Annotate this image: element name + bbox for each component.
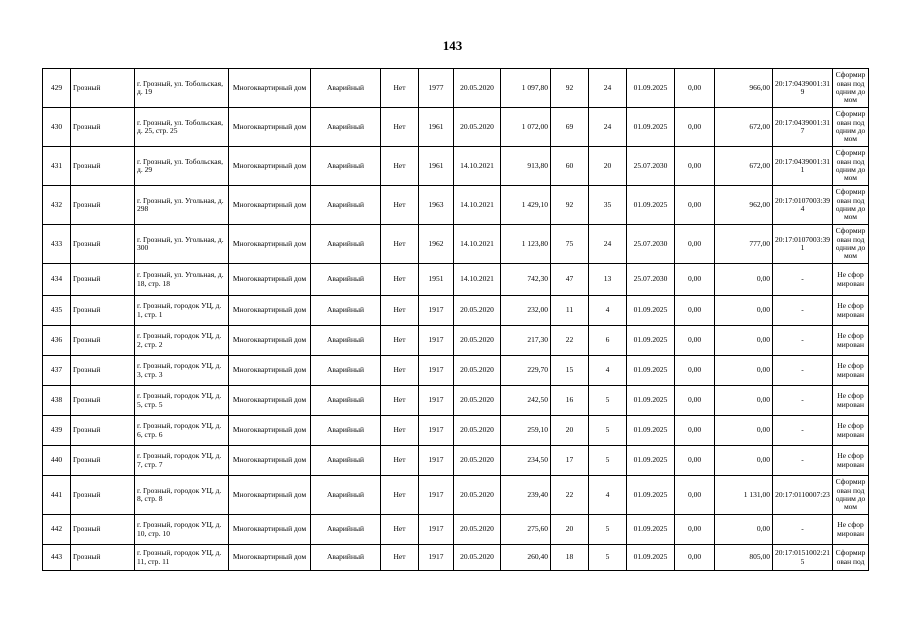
cell-area-2: 0,00 bbox=[675, 225, 715, 264]
cell-flag: Нет bbox=[381, 515, 419, 545]
cell-residents: 15 bbox=[551, 356, 589, 386]
cell-city: Грозный bbox=[71, 416, 135, 446]
cell-row-number: 441 bbox=[43, 476, 71, 515]
cell-recognition-date: 20.05.2020 bbox=[454, 108, 501, 147]
cell-total-area: 232,00 bbox=[501, 296, 551, 326]
cell-recognition-date: 20.05.2020 bbox=[454, 476, 501, 515]
cell-row-number: 440 bbox=[43, 446, 71, 476]
cell-city: Грозный bbox=[71, 186, 135, 225]
cell-building-type: Многоквартирный дом bbox=[229, 515, 311, 545]
cell-city: Грозный bbox=[71, 225, 135, 264]
cell-row-number: 432 bbox=[43, 186, 71, 225]
cell-condition-status: Аварийный bbox=[311, 264, 381, 296]
cell-building-type: Многоквартирный дом bbox=[229, 476, 311, 515]
cell-relocation-date: 01.09.2025 bbox=[627, 515, 675, 545]
cell-year-built: 1917 bbox=[419, 296, 454, 326]
cell-units: 6 bbox=[589, 326, 627, 356]
cell-condition-status: Аварийный bbox=[311, 296, 381, 326]
cell-land-status: Сформирован под bbox=[833, 545, 869, 571]
table-row bbox=[43, 108, 869, 147]
table-row bbox=[43, 386, 869, 416]
cell-address: г. Грозный, городок УЦ, д. 6, стр. 6 bbox=[135, 416, 229, 446]
cell-recognition-date: 20.05.2020 bbox=[454, 296, 501, 326]
cell-address: г. Грозный, городок УЦ, д. 8, стр. 8 bbox=[135, 476, 229, 515]
cell-address: г. Грозный, городок УЦ, д. 5, стр. 5 bbox=[135, 386, 229, 416]
table-row bbox=[43, 545, 869, 571]
cell-city: Грозный bbox=[71, 69, 135, 108]
cell-units: 5 bbox=[589, 545, 627, 571]
cell-year-built: 1917 bbox=[419, 515, 454, 545]
cell-flag: Нет bbox=[381, 147, 419, 186]
cell-land-status: Сформирован под одним домом bbox=[833, 108, 869, 147]
cell-flag: Нет bbox=[381, 446, 419, 476]
table-row bbox=[43, 515, 869, 545]
cell-year-built: 1917 bbox=[419, 356, 454, 386]
cell-condition-status: Аварийный bbox=[311, 476, 381, 515]
table-row bbox=[43, 326, 869, 356]
cell-flag: Нет bbox=[381, 356, 419, 386]
cell-units: 24 bbox=[589, 225, 627, 264]
cell-address: г. Грозный, ул. Угольная, д. 298 bbox=[135, 186, 229, 225]
cell-relocation-date: 01.09.2025 bbox=[627, 186, 675, 225]
cell-units: 4 bbox=[589, 296, 627, 326]
cell-relocation-date: 01.09.2025 bbox=[627, 108, 675, 147]
cell-land-area: 672,00 bbox=[715, 147, 773, 186]
cell-row-number: 433 bbox=[43, 225, 71, 264]
cell-condition-status: Аварийный bbox=[311, 515, 381, 545]
cell-land-status: Не сформирован bbox=[833, 446, 869, 476]
cell-flag: Нет bbox=[381, 296, 419, 326]
cell-land-area: 0,00 bbox=[715, 264, 773, 296]
cell-area-2: 0,00 bbox=[675, 108, 715, 147]
cell-flag: Нет bbox=[381, 108, 419, 147]
cell-cadastral-number: 20:17:0107003:391 bbox=[773, 225, 833, 264]
table-row bbox=[43, 446, 869, 476]
cell-condition-status: Аварийный bbox=[311, 386, 381, 416]
cell-residents: 92 bbox=[551, 69, 589, 108]
cell-address: г. Грозный, городок УЦ, д. 11, стр. 11 bbox=[135, 545, 229, 571]
cell-cadastral-number: - bbox=[773, 264, 833, 296]
cell-land-status: Не сформирован bbox=[833, 296, 869, 326]
cell-residents: 75 bbox=[551, 225, 589, 264]
page-number: 143 bbox=[442, 38, 463, 53]
cell-row-number: 431 bbox=[43, 147, 71, 186]
cell-residents: 20 bbox=[551, 515, 589, 545]
cell-condition-status: Аварийный bbox=[311, 108, 381, 147]
table-row bbox=[43, 476, 869, 515]
cell-recognition-date: 14.10.2021 bbox=[454, 264, 501, 296]
cell-building-type: Многоквартирный дом bbox=[229, 296, 311, 326]
cell-total-area: 239,40 bbox=[501, 476, 551, 515]
cell-area-2: 0,00 bbox=[675, 446, 715, 476]
cell-year-built: 1961 bbox=[419, 108, 454, 147]
cell-row-number: 436 bbox=[43, 326, 71, 356]
cell-recognition-date: 20.05.2020 bbox=[454, 326, 501, 356]
cell-cadastral-number: 20:17:0151002:215 bbox=[773, 545, 833, 571]
table-row bbox=[43, 264, 869, 296]
cell-year-built: 1961 bbox=[419, 147, 454, 186]
table-row bbox=[43, 147, 869, 186]
cell-address: г. Грозный, городок УЦ, д. 10, стр. 10 bbox=[135, 515, 229, 545]
cell-land-area: 962,00 bbox=[715, 186, 773, 225]
cell-year-built: 1917 bbox=[419, 545, 454, 571]
cell-flag: Нет bbox=[381, 416, 419, 446]
cell-relocation-date: 01.09.2025 bbox=[627, 386, 675, 416]
cell-address: г. Грозный, ул. Угольная, д. 18, стр. 18 bbox=[135, 264, 229, 296]
cell-city: Грозный bbox=[71, 446, 135, 476]
cell-condition-status: Аварийный bbox=[311, 545, 381, 571]
cell-row-number: 430 bbox=[43, 108, 71, 147]
cell-land-area: 0,00 bbox=[715, 356, 773, 386]
cell-cadastral-number: 20:17:0110007:23 bbox=[773, 476, 833, 515]
cell-land-status: Сформирован под одним домом bbox=[833, 69, 869, 108]
cell-row-number: 439 bbox=[43, 416, 71, 446]
cell-land-area: 0,00 bbox=[715, 515, 773, 545]
cell-building-type: Многоквартирный дом bbox=[229, 326, 311, 356]
cell-total-area: 742,30 bbox=[501, 264, 551, 296]
cell-total-area: 913,80 bbox=[501, 147, 551, 186]
cell-residents: 18 bbox=[551, 545, 589, 571]
cell-land-area: 805,00 bbox=[715, 545, 773, 571]
cell-residents: 11 bbox=[551, 296, 589, 326]
cell-residents: 47 bbox=[551, 264, 589, 296]
cell-address: г. Грозный, ул. Тобольская, д. 25, стр. 25 bbox=[135, 108, 229, 147]
cell-units: 4 bbox=[589, 356, 627, 386]
cell-city: Грозный bbox=[71, 326, 135, 356]
cell-condition-status: Аварийный bbox=[311, 326, 381, 356]
cell-units: 5 bbox=[589, 446, 627, 476]
cell-area-2: 0,00 bbox=[675, 296, 715, 326]
cell-land-status: Не сформирован bbox=[833, 326, 869, 356]
cell-year-built: 1917 bbox=[419, 386, 454, 416]
cell-condition-status: Аварийный bbox=[311, 186, 381, 225]
cell-building-type: Многоквартирный дом bbox=[229, 545, 311, 571]
cell-city: Грозный bbox=[71, 147, 135, 186]
cell-year-built: 1963 bbox=[419, 186, 454, 225]
cell-area-2: 0,00 bbox=[675, 69, 715, 108]
cell-building-type: Многоквартирный дом bbox=[229, 446, 311, 476]
cell-land-status: Сформирован под одним домом bbox=[833, 225, 869, 264]
cell-land-status: Не сформирован bbox=[833, 416, 869, 446]
cell-cadastral-number: - bbox=[773, 326, 833, 356]
cell-units: 5 bbox=[589, 416, 627, 446]
cell-recognition-date: 20.05.2020 bbox=[454, 386, 501, 416]
cell-area-2: 0,00 bbox=[675, 147, 715, 186]
cell-row-number: 429 bbox=[43, 69, 71, 108]
cell-area-2: 0,00 bbox=[675, 515, 715, 545]
cell-units: 5 bbox=[589, 515, 627, 545]
cell-address: г. Грозный, городок УЦ, д. 7, стр. 7 bbox=[135, 446, 229, 476]
table-row bbox=[43, 186, 869, 225]
cell-flag: Нет bbox=[381, 326, 419, 356]
cell-flag: Нет bbox=[381, 69, 419, 108]
cell-land-area: 1 131,00 bbox=[715, 476, 773, 515]
cell-residents: 20 bbox=[551, 416, 589, 446]
cell-condition-status: Аварийный bbox=[311, 446, 381, 476]
cell-row-number: 434 bbox=[43, 264, 71, 296]
cell-row-number: 438 bbox=[43, 386, 71, 416]
cell-residents: 22 bbox=[551, 326, 589, 356]
cell-residents: 92 bbox=[551, 186, 589, 225]
table-row bbox=[43, 356, 869, 386]
cell-recognition-date: 14.10.2021 bbox=[454, 225, 501, 264]
cell-total-area: 229,70 bbox=[501, 356, 551, 386]
cell-condition-status: Аварийный bbox=[311, 356, 381, 386]
cell-building-type: Многоквартирный дом bbox=[229, 356, 311, 386]
cell-total-area: 217,30 bbox=[501, 326, 551, 356]
cell-area-2: 0,00 bbox=[675, 386, 715, 416]
cell-year-built: 1917 bbox=[419, 476, 454, 515]
cell-residents: 16 bbox=[551, 386, 589, 416]
cell-land-status: Сформирован под одним домом bbox=[833, 186, 869, 225]
cell-address: г. Грозный, городок УЦ, д. 2, стр. 2 bbox=[135, 326, 229, 356]
cell-land-status: Не сформирован bbox=[833, 356, 869, 386]
cell-flag: Нет bbox=[381, 225, 419, 264]
cell-residents: 60 bbox=[551, 147, 589, 186]
cell-cadastral-number: 20:17:0439001:319 bbox=[773, 69, 833, 108]
cell-year-built: 1951 bbox=[419, 264, 454, 296]
cell-flag: Нет bbox=[381, 386, 419, 416]
cell-city: Грозный bbox=[71, 264, 135, 296]
cell-land-area: 0,00 bbox=[715, 386, 773, 416]
cell-city: Грозный bbox=[71, 515, 135, 545]
cell-land-area: 0,00 bbox=[715, 326, 773, 356]
cell-city: Грозный bbox=[71, 108, 135, 147]
cell-city: Грозный bbox=[71, 386, 135, 416]
cell-relocation-date: 25.07.2030 bbox=[627, 225, 675, 264]
cell-recognition-date: 20.05.2020 bbox=[454, 446, 501, 476]
cell-flag: Нет bbox=[381, 545, 419, 571]
cell-area-2: 0,00 bbox=[675, 545, 715, 571]
cell-land-area: 0,00 bbox=[715, 416, 773, 446]
cell-area-2: 0,00 bbox=[675, 186, 715, 225]
cell-year-built: 1962 bbox=[419, 225, 454, 264]
cell-flag: Нет bbox=[381, 186, 419, 225]
cell-total-area: 275,60 bbox=[501, 515, 551, 545]
table-row bbox=[43, 416, 869, 446]
cell-cadastral-number: - bbox=[773, 515, 833, 545]
cell-flag: Нет bbox=[381, 264, 419, 296]
cell-building-type: Многоквартирный дом bbox=[229, 108, 311, 147]
cell-recognition-date: 20.05.2020 bbox=[454, 69, 501, 108]
cell-recognition-date: 14.10.2021 bbox=[454, 186, 501, 225]
cell-building-type: Многоквартирный дом bbox=[229, 386, 311, 416]
cell-relocation-date: 01.09.2025 bbox=[627, 69, 675, 108]
cell-recognition-date: 20.05.2020 bbox=[454, 416, 501, 446]
cell-residents: 69 bbox=[551, 108, 589, 147]
table-body bbox=[43, 69, 869, 571]
cell-relocation-date: 01.09.2025 bbox=[627, 296, 675, 326]
cell-residents: 17 bbox=[551, 446, 589, 476]
cell-building-type: Многоквартирный дом bbox=[229, 264, 311, 296]
cell-recognition-date: 20.05.2020 bbox=[454, 545, 501, 571]
cell-address: г. Грозный, ул. Тобольская, д. 19 bbox=[135, 69, 229, 108]
cell-cadastral-number: - bbox=[773, 416, 833, 446]
cell-row-number: 443 bbox=[43, 545, 71, 571]
cell-units: 24 bbox=[589, 69, 627, 108]
cell-cadastral-number: - bbox=[773, 356, 833, 386]
cell-building-type: Многоквартирный дом bbox=[229, 225, 311, 264]
cell-address: г. Грозный, городок УЦ, д. 3, стр. 3 bbox=[135, 356, 229, 386]
cell-relocation-date: 01.09.2025 bbox=[627, 476, 675, 515]
cell-building-type: Многоквартирный дом bbox=[229, 147, 311, 186]
cell-units: 13 bbox=[589, 264, 627, 296]
cell-address: г. Грозный, ул. Тобольская, д. 29 bbox=[135, 147, 229, 186]
cell-area-2: 0,00 bbox=[675, 356, 715, 386]
cell-building-type: Многоквартирный дом bbox=[229, 69, 311, 108]
cell-residents: 22 bbox=[551, 476, 589, 515]
cell-cadastral-number: 20:17:0439001:317 bbox=[773, 108, 833, 147]
cell-land-status: Не сформирован bbox=[833, 515, 869, 545]
cell-relocation-date: 01.09.2025 bbox=[627, 545, 675, 571]
cell-land-area: 0,00 bbox=[715, 446, 773, 476]
cell-address: г. Грозный, городок УЦ, д. 1, стр. 1 bbox=[135, 296, 229, 326]
housing-registry-table bbox=[42, 68, 869, 571]
cell-year-built: 1977 bbox=[419, 69, 454, 108]
cell-relocation-date: 01.09.2025 bbox=[627, 326, 675, 356]
cell-total-area: 259,10 bbox=[501, 416, 551, 446]
cell-total-area: 260,40 bbox=[501, 545, 551, 571]
cell-units: 4 bbox=[589, 476, 627, 515]
cell-total-area: 1 072,00 bbox=[501, 108, 551, 147]
cell-relocation-date: 25.07.2030 bbox=[627, 264, 675, 296]
cell-land-status: Не сформирован bbox=[833, 264, 869, 296]
cell-cadastral-number: - bbox=[773, 446, 833, 476]
cell-land-area: 966,00 bbox=[715, 69, 773, 108]
cell-condition-status: Аварийный bbox=[311, 69, 381, 108]
cell-recognition-date: 20.05.2020 bbox=[454, 515, 501, 545]
cell-row-number: 442 bbox=[43, 515, 71, 545]
cell-condition-status: Аварийный bbox=[311, 416, 381, 446]
table-row bbox=[43, 296, 869, 326]
cell-land-status: Сформирован под одним домом bbox=[833, 147, 869, 186]
cell-units: 5 bbox=[589, 386, 627, 416]
cell-year-built: 1917 bbox=[419, 326, 454, 356]
cell-total-area: 1 097,80 bbox=[501, 69, 551, 108]
cell-city: Грозный bbox=[71, 476, 135, 515]
cell-flag: Нет bbox=[381, 476, 419, 515]
cell-area-2: 0,00 bbox=[675, 326, 715, 356]
cell-recognition-date: 14.10.2021 bbox=[454, 147, 501, 186]
cell-year-built: 1917 bbox=[419, 446, 454, 476]
cell-relocation-date: 01.09.2025 bbox=[627, 416, 675, 446]
cell-address: г. Грозный, ул. Угольная, д. 300 bbox=[135, 225, 229, 264]
cell-cadastral-number: - bbox=[773, 386, 833, 416]
cell-cadastral-number: 20:17:0107003:394 bbox=[773, 186, 833, 225]
table-row bbox=[43, 69, 869, 108]
cell-relocation-date: 25.07.2030 bbox=[627, 147, 675, 186]
cell-total-area: 1 429,10 bbox=[501, 186, 551, 225]
cell-units: 20 bbox=[589, 147, 627, 186]
cell-units: 24 bbox=[589, 108, 627, 147]
cell-row-number: 435 bbox=[43, 296, 71, 326]
cell-condition-status: Аварийный bbox=[311, 147, 381, 186]
cell-building-type: Многоквартирный дом bbox=[229, 186, 311, 225]
cell-relocation-date: 01.09.2025 bbox=[627, 446, 675, 476]
cell-units: 35 bbox=[589, 186, 627, 225]
cell-relocation-date: 01.09.2025 bbox=[627, 356, 675, 386]
cell-area-2: 0,00 bbox=[675, 264, 715, 296]
cell-year-built: 1917 bbox=[419, 416, 454, 446]
cell-cadastral-number: 20:17:0439001:311 bbox=[773, 147, 833, 186]
cell-recognition-date: 20.05.2020 bbox=[454, 356, 501, 386]
cell-land-area: 777,00 bbox=[715, 225, 773, 264]
cell-area-2: 0,00 bbox=[675, 416, 715, 446]
cell-city: Грозный bbox=[71, 296, 135, 326]
cell-total-area: 1 123,80 bbox=[501, 225, 551, 264]
cell-total-area: 234,50 bbox=[501, 446, 551, 476]
cell-total-area: 242,50 bbox=[501, 386, 551, 416]
cell-land-area: 672,00 bbox=[715, 108, 773, 147]
table-row bbox=[43, 225, 869, 264]
cell-cadastral-number: - bbox=[773, 296, 833, 326]
cell-city: Грозный bbox=[71, 545, 135, 571]
cell-land-status: Сформирован под одним домом bbox=[833, 476, 869, 515]
cell-building-type: Многоквартирный дом bbox=[229, 416, 311, 446]
cell-condition-status: Аварийный bbox=[311, 225, 381, 264]
cell-city: Грозный bbox=[71, 356, 135, 386]
cell-row-number: 437 bbox=[43, 356, 71, 386]
cell-land-status: Не сформирован bbox=[833, 386, 869, 416]
cell-land-area: 0,00 bbox=[715, 296, 773, 326]
cell-area-2: 0,00 bbox=[675, 476, 715, 515]
